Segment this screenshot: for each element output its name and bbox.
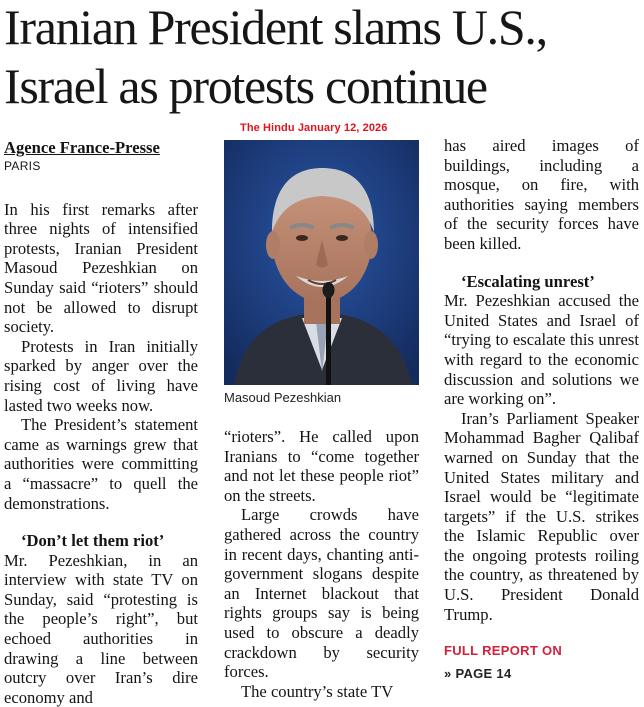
paragraph-7: The country’s state TV (241, 681, 394, 701)
portrait-illustration (224, 140, 419, 385)
paragraph-10: Iran’s Parliament Speaker Mohammad Bagher Qalibaf warned on Sunday that the United States military and Israel would be “legitimate targets” if the U.S. strikes the Islamic Republic over the ongoing protests roiling the country, as threatened by U.S. President Donald Trump. (444, 408, 639, 624)
headline-line-2: Israel as protests continue (4, 58, 487, 114)
paragraph-2: Protests in Iran initially sparked by anger over the rising cost of living have lasted two weeks now. (4, 336, 198, 415)
article-column-3 (444, 136, 639, 683)
subhead-dont-let-them-riot: ‘Don’t let them riot’ (21, 531, 165, 551)
photo-caption: Masoud Pezeshkian (224, 390, 342, 405)
full-report-link[interactable]: FULL REPORT ON (444, 643, 563, 659)
article-column-2 (224, 427, 419, 701)
paper-label: The Hindu January 12, 2026 (240, 122, 388, 134)
paragraph-3: The President’s statement came as warnings grew that authorities were committing a “massacre” to quell the demonstrations. (4, 415, 198, 513)
paragraph-1: In his first remarks after three nights of intensified protests, Iranian President Masoud Pezeshkian on Sunday said “rioters” should not be allowed to disrupt society. (4, 199, 198, 337)
headline (4, 0, 642, 116)
subhead-escalating-unrest: ‘Escalating unrest’ (461, 271, 595, 291)
paragraph-5: “rioters”. He called upon Iranians to “come together and not let these people riot” on the streets. (224, 427, 419, 505)
headline-line-1: Iranian President slams U.S., (4, 0, 547, 55)
portrait-photo (224, 140, 419, 385)
dateline: PARIS (4, 158, 41, 173)
article-column-1 (4, 138, 198, 707)
paragraph-9: Mr. Pezeshkian accused the United States and Israel of “trying to escalate this unrest with regard to the economic discussion and solutions we are working on”. (444, 291, 639, 409)
page-reference[interactable]: » PAGE 14 (444, 665, 512, 681)
paragraph-8: has aired images of buildings, including a mosque, on fire, with authorities saying members of the security forces have been killed. (444, 136, 639, 253)
paragraph-4: Mr. Pezeshkian, in an interview with state TV on Sunday, said “protesting is the people’s right”, but echoed authorities in drawing a line between outcry over Iran’s dire economy and (4, 550, 198, 707)
paragraph-6: Large crowds have gathered across the country in recent days, chanting anti-government slogans despite an Internet blackout that rights groups say is being used to obscure a deadly crackdown by security forces. (224, 505, 419, 682)
byline: Agence France-Presse (4, 138, 160, 157)
